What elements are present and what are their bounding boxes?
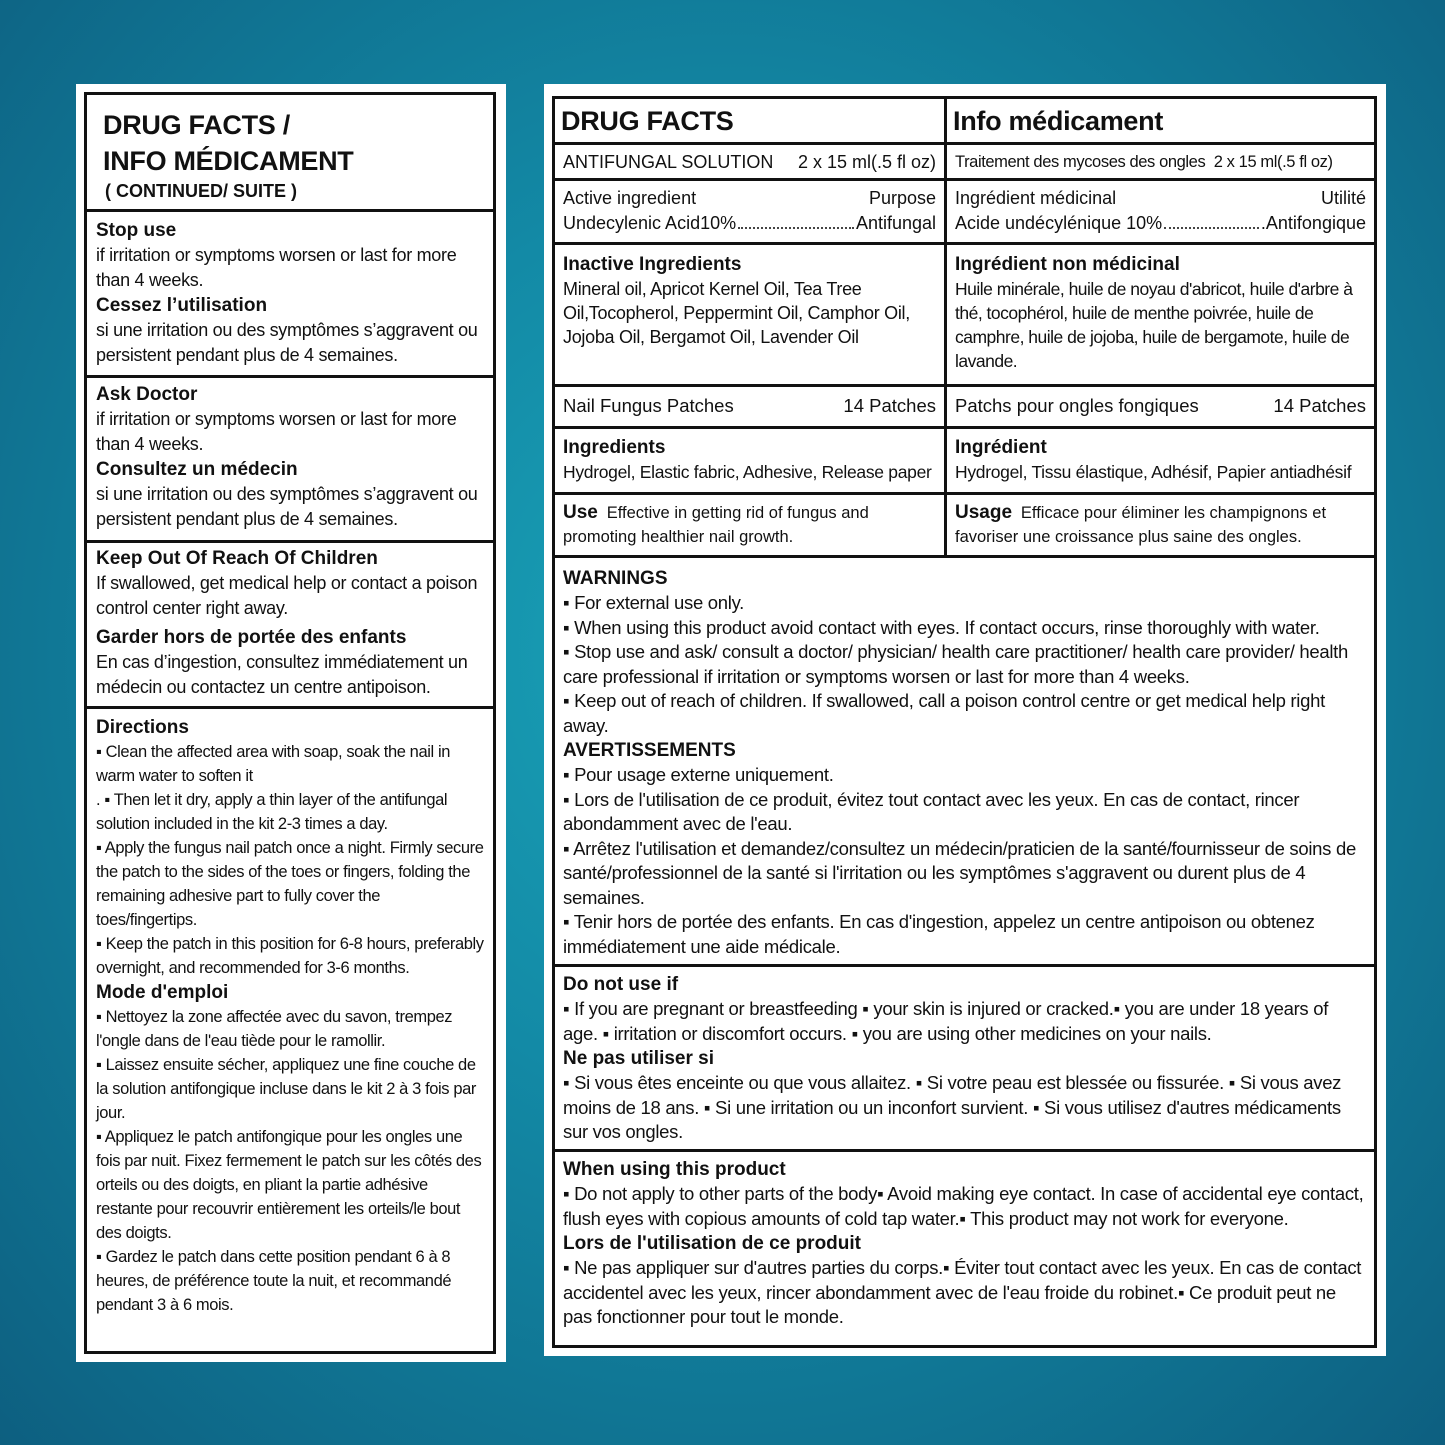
directions-heading-en: Directions <box>96 717 189 738</box>
keep-out-heading-en: Keep Out Of Reach Of Children <box>96 548 378 569</box>
active-ingredient-cell-en <box>555 181 947 245</box>
facts-table <box>555 99 1374 558</box>
patches-name-en: Nail Fungus Patches <box>563 395 734 416</box>
directions-step-fr: ▪ Laissez ensuite sécher, appliquez une fine couche de la solution antifongique incluse dans le kit 2 à 3 fois par jour. <box>96 1056 476 1122</box>
inactive-text-en: Mineral oil, Apricot Kernel Oil, Tea Tree Oil,Tocopherol, Peppermint Oil, Camphor Oil, Jojoba Oil, Bergamot Oil, Lavender Oil <box>563 279 910 347</box>
directions-section <box>87 709 493 1351</box>
warnings-heading-en: WARNINGS <box>563 568 668 589</box>
warning-item: ▪ For external use only. <box>563 592 745 613</box>
directions-step: ▪ Apply the fungus nail patch once a night. Firmly secure the patch to the sides of the toes or fingers, folding the remaining adhesive part to fully cover the toes/fingertips. <box>96 839 484 929</box>
ingredients-heading-fr: Ingrédient <box>955 437 1047 458</box>
ask-doctor-section <box>87 378 493 543</box>
title-en: DRUG FACTS <box>555 99 947 145</box>
stop-use-heading-fr: Cessez l’utilisation <box>96 295 268 316</box>
purpose-label-en: Purpose <box>868 188 936 208</box>
use-text-en: Effective in getting rid of fungus and promoting healthier nail growth. <box>563 504 869 546</box>
ask-doctor-text-en: if irritation or symptoms worsen or last for more than 4 weeks. <box>96 409 457 454</box>
directions-heading-fr: Mode d'emploi <box>96 982 229 1003</box>
stop-use-text-en: if irritation or symptoms worsen or last for more than 4 weeks. <box>96 245 457 290</box>
patches-row-en <box>555 387 947 429</box>
keep-out-heading-fr: Garder hors de portée des enfants <box>96 627 407 648</box>
solution-name-en: ANTIFUNGAL SOLUTION <box>563 152 774 172</box>
warning-item-fr: ▪ Lors de l'utilisation de ce produit, évitez tout contact avec les yeux. En cas de contact, rincer abondamment avec de l'eau. <box>563 788 1300 834</box>
left-title-line1: DRUG FACTS / <box>103 110 290 140</box>
left-card-frame <box>84 92 496 1354</box>
ask-doctor-heading-en: Ask Doctor <box>96 384 198 405</box>
ask-doctor-heading-fr: Consultez un médecin <box>96 459 298 480</box>
when-using-text-en: ▪ Do not apply to other parts of the body▪ Avoid making eye contact. In case of accidental eye contact, flush eyes with copious amounts of cold tap water.▪ This product may not work for everyone. <box>563 1183 1364 1229</box>
solution-qty-en: 2 x 15 ml(.5 fl oz) <box>797 152 936 172</box>
inactive-heading-en: Inactive Ingredients <box>563 254 742 275</box>
drug-facts-continued-card <box>76 84 506 1362</box>
use-cell-fr <box>947 495 1374 558</box>
when-using-heading-fr: Lors de l'utilisation de ce produit <box>563 1233 861 1254</box>
patches-row-fr <box>947 387 1374 429</box>
ingredients-cell-en <box>555 429 947 495</box>
stop-use-section <box>87 212 493 378</box>
ingredients-text-en: Hydrogel, Elastic fabric, Adhesive, Release paper <box>563 462 932 482</box>
use-text-fr: Efficace pour éliminer les champignons et favoriser une croissance plus saine des ongles. <box>955 504 1327 546</box>
inactive-text-fr: Huile minérale, huile de noyau d'abricot, huile d'arbre à thé, tocophérol, huile de menthe poivrée, huile de camphre, huile de jojoba, huile de bergamote, huile de lavande. <box>955 279 1353 371</box>
use-cell-en <box>555 495 947 558</box>
directions-step-fr: ▪ Nettoyez la zone affectée avec du savon, trempez l'ongle dans de l'eau tiède pour le ramollir. <box>96 1008 453 1050</box>
warning-item: ▪ When using this product avoid contact with eyes. If contact occurs, rinse thoroughly with water. <box>563 616 1320 638</box>
solution-row-en <box>555 145 947 181</box>
warning-item: ▪ Stop use and ask/ consult a doctor/ physician/ health care practitioner/ health care provider/ health care professional if irritation or symptoms worsen or last for more than 4 weeks. <box>563 641 1348 687</box>
warning-item-fr: ▪ Arrêtez l'utilisation et demandez/consultez un médecin/praticien de la santé/fournisseur de soins de santé/professionnel de la santé si l'irritation ou les symptômes s'aggravent ou durent plus de 4 semaines. <box>563 837 1356 908</box>
active-value-en: Undecylenic Acid10% <box>563 213 737 233</box>
do-not-use-heading-fr: Ne pas utiliser si <box>563 1048 715 1069</box>
purpose-label-fr: Utilité <box>1320 188 1366 208</box>
inactive-heading-fr: Ingrédient non médicinal <box>955 254 1180 275</box>
stop-use-heading-en: Stop use <box>96 220 177 241</box>
warning-item-fr: ▪ Pour usage externe uniquement. <box>563 764 834 785</box>
active-ingredient-cell-fr <box>947 181 1374 245</box>
directions-step: ▪ Clean the affected area with soap, soak the nail in warm water to soften it <box>96 743 450 785</box>
keep-out-text-en: If swallowed, get medical help or contact a poison control center right away. <box>96 573 478 618</box>
do-not-use-section <box>555 967 1374 1152</box>
warning-item-fr: ▪ Tenir hors de portée des enfants. En cas d'ingestion, appelez un centre antipoison ou obtenez immédiatement une aide médicale. <box>563 911 1315 957</box>
do-not-use-text-en: ▪ If you are pregnant or breastfeeding ▪ your skin is injured or cracked.▪ you are under 18 years of age. ▪ irritation or discomfort occurs. ▪ you are using other medicines on your nails. <box>563 998 1329 1044</box>
stop-use-text-fr: si une irritation ou des symptômes s’aggravent ou persistent pendant plus de 4 semaines. <box>96 320 478 365</box>
active-value-fr: Acide undécylénique 10% <box>955 213 1163 233</box>
use-label-fr: Usage <box>955 502 1013 523</box>
warnings-section <box>555 558 1374 967</box>
left-title-line2: INFO MÉDICAMENT <box>103 146 354 176</box>
patches-qty-fr: 14 Patches <box>1273 395 1366 416</box>
when-using-heading-en: When using this product <box>563 1159 786 1180</box>
use-label-en: Use <box>563 502 598 523</box>
left-subtitle: ( CONTINUED/ SUITE ) <box>105 181 297 201</box>
directions-step-fr: ▪ Gardez le patch dans cette position pendant 6 à 8 heures, de préférence toute la nuit, et recommandé pendant 3 à 6 mois. <box>96 1248 452 1314</box>
dot-leader <box>738 227 854 229</box>
dot-leader <box>1164 227 1259 229</box>
drug-facts-card <box>544 84 1386 1356</box>
ask-doctor-text-fr: si une irritation ou des symptômes s’aggravent ou persistent pendant plus de 4 semaines. <box>96 484 478 529</box>
patches-qty-en: 14 Patches <box>843 395 936 416</box>
ingredients-cell-fr <box>947 429 1374 495</box>
active-label-en: Active ingredient <box>563 188 697 208</box>
ingredients-text-fr: Hydrogel, Tissu élastique, Adhésif, Papier antiadhésif <box>955 462 1352 482</box>
solution-qty-fr: 2 x 15 ml(.5 fl oz) <box>1213 153 1333 171</box>
solution-row-fr <box>947 145 1374 181</box>
ingredients-heading-en: Ingredients <box>563 437 666 458</box>
warning-item: ▪ Keep out of reach of children. If swallowed, call a poison control centre or get medical help right away. <box>563 690 1325 736</box>
keep-out-section <box>87 543 493 709</box>
when-using-text-fr: ▪ Ne pas appliquer sur d'autres parties du corps.▪ Éviter tout contact avec les yeux. En cas de contact accidentel avec les yeux, rincer abondamment avec de l'eau froide du robinet.▪ Ce produit peut ne pas fonctionner pour tout le monde. <box>563 1257 1362 1327</box>
right-card-frame <box>552 96 1377 1348</box>
purpose-value-en: Antifungal <box>855 213 936 233</box>
left-header <box>87 95 493 212</box>
solution-name-fr: Traitement des mycoses des ongles <box>955 153 1206 171</box>
directions-step: ▪ Keep the patch in this position for 6-8 hours, preferably overnight, and recommended for 3-6 months. <box>96 935 484 977</box>
do-not-use-text-fr: ▪ Si vous êtes enceinte ou que vous allaitez. ▪ Si votre peau est blessée ou fissurée. ▪ Si vous avez moins de 18 ans. ▪ Si une irritation ou un inconfort survient. ▪ Si vous utilisez d'autres médicaments sur vos ongles. <box>563 1072 1342 1142</box>
title-fr: Info médicament <box>947 99 1374 145</box>
inactive-ingredients-cell-en <box>555 245 947 387</box>
do-not-use-heading-en: Do not use if <box>563 974 679 995</box>
warnings-heading-fr: AVERTISSEMENTS <box>563 740 736 761</box>
directions-step: . ▪ Then let it dry, apply a thin layer of the antifungal solution included in the kit 2-3 times a day. <box>96 791 448 833</box>
patches-name-fr: Patchs pour ongles fongiques <box>955 395 1199 416</box>
purpose-value-fr: .Antifongique <box>1260 213 1366 233</box>
inactive-ingredients-cell-fr <box>947 245 1374 387</box>
directions-step-fr: ▪ Appliquez le patch antifongique pour les ongles une fois par nuit. Fixez fermement le patch sur les côtés des orteils ou des doigts, en pliant la partie adhésive restante pour recouvrir entièrement les orteils/le bout des doigts. <box>96 1128 482 1242</box>
active-label-fr: Ingrédient médicinal <box>955 188 1117 208</box>
when-using-section <box>555 1152 1374 1336</box>
keep-out-text-fr: En cas d’ingestion, consultez immédiatement un médecin ou contactez un centre antipoison. <box>96 652 468 697</box>
